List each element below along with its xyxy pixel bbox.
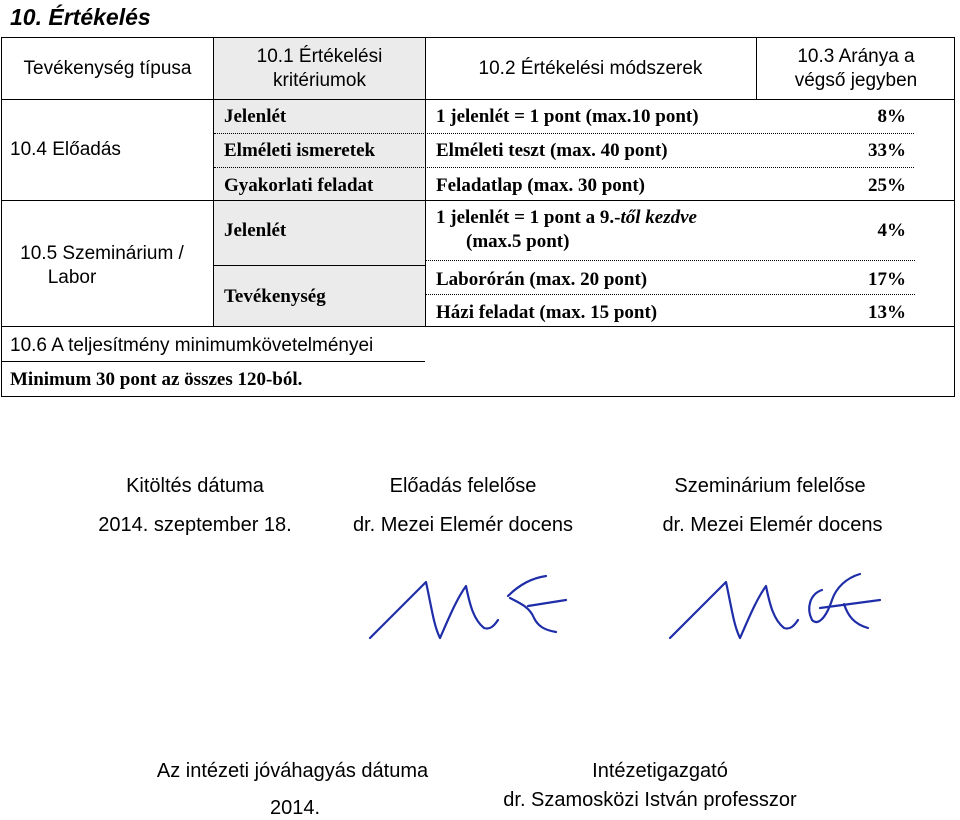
seminar-signature [660, 560, 890, 650]
seminar-method-attendance-italic: től kezdve [620, 207, 697, 228]
header-activity-type: Tevékenység típusa [23, 58, 192, 79]
lecture-ratio-theory: 33% [868, 140, 906, 161]
seminar-criterion-attendance: Jelenlét [224, 220, 287, 241]
seminar-ratio-attendance: 4% [877, 220, 906, 241]
grid-line [2, 361, 425, 362]
fill-date-value: 2014. szeptember 18. [98, 514, 292, 536]
page-title: 10. Értékelés [10, 4, 151, 30]
seminar-criterion-activity: Tevékenység [224, 286, 326, 307]
grid-line [425, 38, 426, 326]
director-name: dr. Szamosközi István professzor [503, 789, 797, 811]
lecture-method-attendance: 1 jelenlét = 1 pont (max.10 pont) [436, 106, 699, 127]
seminar-ratio-lab: 17% [868, 269, 906, 290]
lecture-ratio-practical: 25% [868, 175, 906, 196]
approval-year: 2014. [269, 797, 321, 819]
grid-line [2, 99, 954, 100]
lecture-responsible-label: Előadás felelőse [389, 475, 537, 497]
evaluation-table [1, 37, 955, 397]
lecture-criterion-theory: Elméleti ismeretek [224, 140, 376, 161]
header-criteria-line1: 10.1 Értékelési [256, 46, 383, 67]
grid-line [214, 265, 425, 266]
seminar-label-line2: Labor [47, 267, 97, 288]
header-criteria-line2: kritériumok [273, 70, 366, 91]
seminar-ratio-homework: 13% [868, 302, 906, 323]
lecture-criterion-attendance: Jelenlét [224, 106, 287, 127]
seminar-method-lab: Laborórán (max. 20 pont) [436, 269, 648, 290]
row-separator [425, 260, 915, 261]
lecture-responsible-name: dr. Mezei Elemér docens [352, 514, 574, 536]
seminar-responsible-label: Szeminárium felelőse [674, 475, 866, 497]
lecture-ratio-attendance: 8% [877, 106, 906, 127]
seminar-label-line1: 10.5 Szeminárium / [20, 243, 184, 264]
approval-date-label: Az intézeti jóváhagyás dátuma [156, 760, 429, 782]
header-ratio-line1: 10.3 Aránya a [797, 46, 915, 67]
lecture-method-practical: Feladatlap (max. 30 pont) [436, 175, 645, 196]
seminar-method-attendance-plain: 1 jelenlét = 1 pont a 9.- [436, 207, 621, 228]
fill-date-label: Kitöltés dátuma [126, 475, 264, 497]
minimum-text: Minimum 30 pont az összes 120-ból. [10, 369, 303, 390]
seminar-responsible-name: dr. Mezei Elemér docens [662, 514, 883, 536]
director-label: Intézetigazgató [592, 760, 728, 782]
lecture-label: 10.4 Előadás [10, 139, 121, 160]
lecture-signature [360, 560, 580, 650]
seminar-method-attendance-line2: (max.5 pont) [466, 231, 570, 252]
header-methods: 10.2 Értékelési módszerek [478, 58, 703, 79]
row-separator [425, 294, 915, 295]
row-separator [214, 167, 914, 168]
seminar-method-attendance-line1 [436, 207, 697, 229]
minimum-label: 10.6 A teljesítmény minimumkövetelményei [10, 335, 374, 356]
row-separator [214, 133, 914, 134]
grid-line [2, 326, 954, 327]
grid-line [2, 200, 954, 201]
lecture-method-theory: Elméleti teszt (max. 40 pont) [436, 140, 668, 161]
lecture-criterion-practical: Gyakorlati feladat [224, 175, 374, 196]
seminar-method-homework: Házi feladat (max. 15 pont) [436, 302, 658, 323]
header-ratio-line2: végső jegyben [794, 70, 918, 91]
